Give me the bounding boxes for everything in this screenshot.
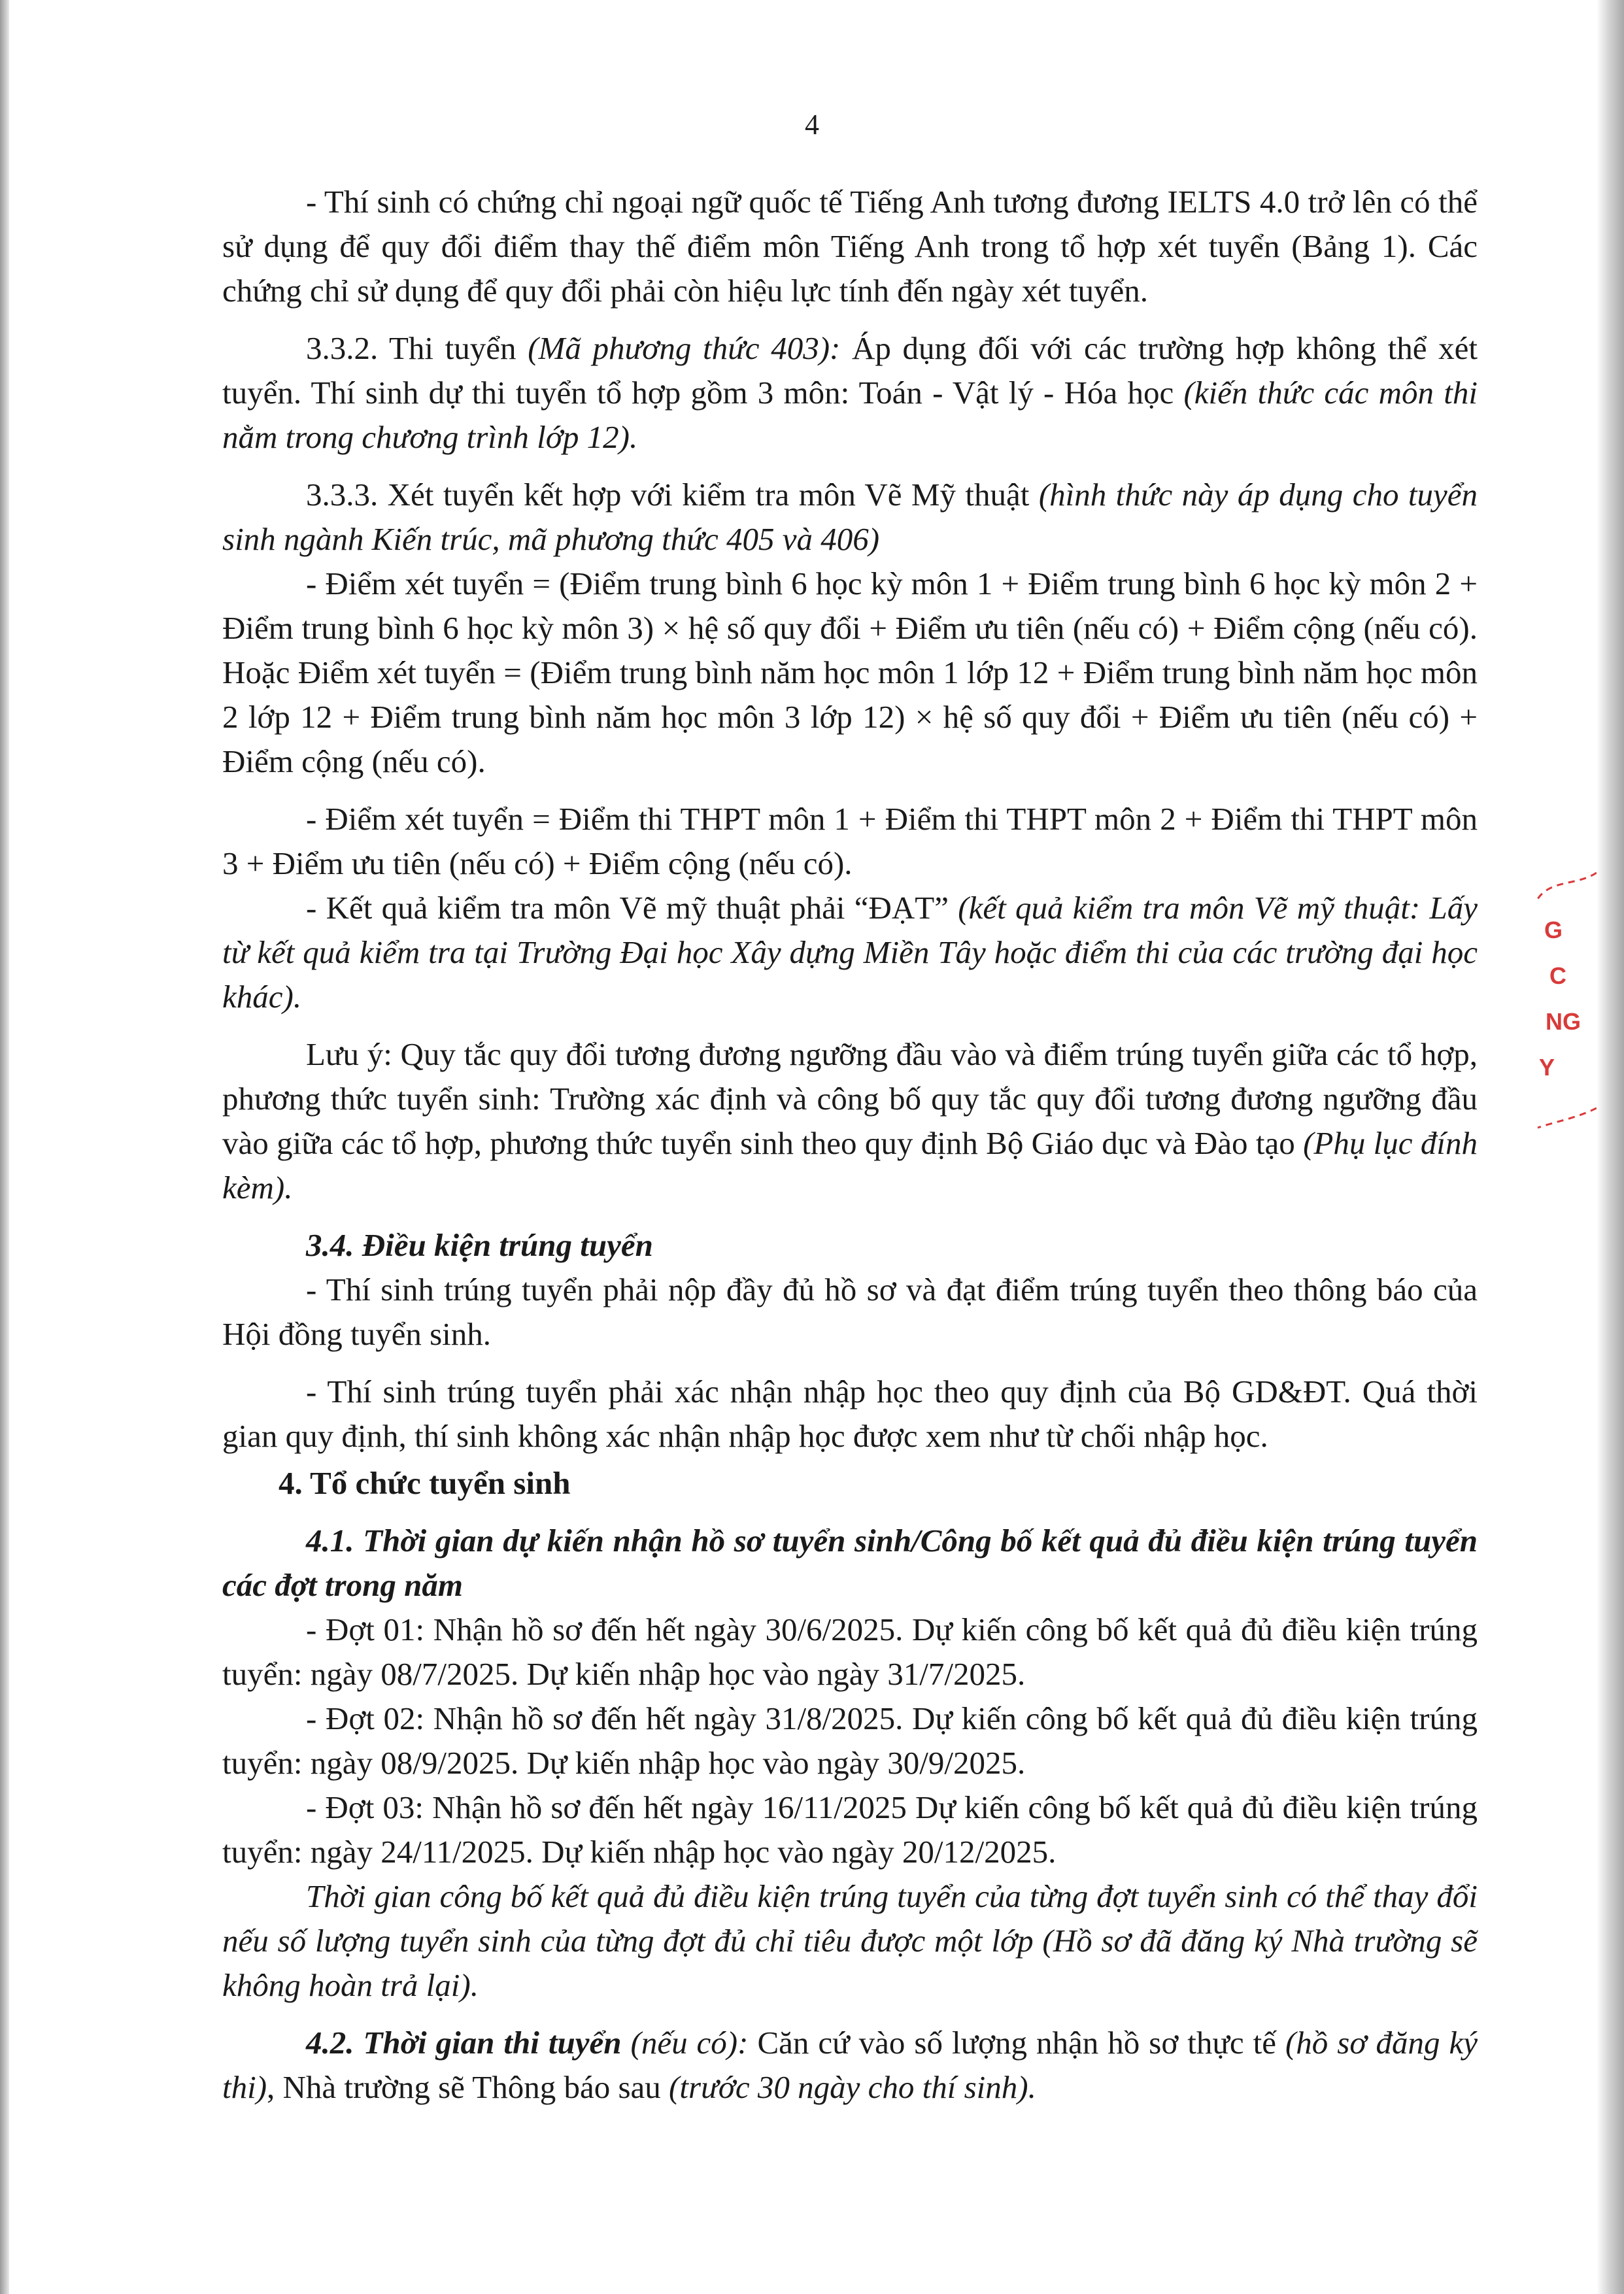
paragraph-ve-my-thuat: [222, 473, 1478, 562]
bold-italic-heading: 4.2. Thời gian thi tuyển: [306, 2025, 622, 2061]
stamp-letter: Y: [1539, 1054, 1555, 1081]
red-stamp-fragment: [1498, 860, 1597, 1141]
heading-4: 4. Tổ chức tuyển sinh: [279, 1465, 571, 1501]
text-run: Lưu ý: Quy tắc quy đổi tương đương ngưỡng đầu vào và điểm trúng tuyển giữa các tổ hợp, phương thức tuyển sinh: Trường xác định và công bố quy tắc quy đổi tương đương ngưỡng đầu vào giữa các tổ hợp, phương thức tuyển sinh theo quy định Bộ Giáo dục và Đào tạo: [222, 1036, 1478, 1161]
heading-4-1: 4.1. Thời gian dự kiến nhận hồ sơ tuyển sinh/Công bố kết quả đủ điều kiện trúng tuyển các đợt trong năm: [222, 1523, 1478, 1603]
text-run: - Kết quả kiểm tra môn Vẽ mỹ thuật phải “ĐẠT”: [306, 890, 958, 926]
text-run: Căn cứ vào số lượng nhận hồ sơ thực tế: [748, 2025, 1285, 2061]
scan-edge-left: [0, 0, 9, 2294]
heading-3-4: 3.4. Điều kiện trúng tuyển: [306, 1227, 653, 1263]
paragraph-dot-03: - Đợt 03: Nhận hồ sơ đến hết ngày 16/11/2025 Dự kiến công bố kết quả đủ điều kiện trúng tuyển: ngày 24/11/2025. Dự kiến nhập học vào ngày 20/12/2025.: [222, 1789, 1478, 1870]
italic-note: (trước 30 ngày cho thí sinh).: [669, 2069, 1036, 2105]
paragraph-dot-01: - Đợt 01: Nhận hồ sơ đến hết ngày 30/6/2025. Dự kiến công bố kết quả đủ điều kiện trúng tuyển: ngày 08/7/2025. Dự kiến nhập học vào ngày 31/7/2025.: [222, 1611, 1478, 1692]
paragraph-dot-02: - Đợt 02: Nhận hồ sơ đến hết ngày 31/8/2025. Dự kiến công bố kết quả đủ điều kiện trúng tuyển: ngày 08/9/2025. Dự kiến nhập học vào ngày 30/9/2025.: [222, 1700, 1478, 1781]
scan-edge-right: [1597, 0, 1624, 2294]
paragraph-ket-qua-ve: [222, 886, 1478, 1019]
page-number: 4: [805, 109, 819, 141]
paragraph-luu-y: [222, 1032, 1478, 1210]
paragraph-trung-tuyen-ho-so: - Thí sinh trúng tuyển phải nộp đầy đủ hồ sơ và đạt điểm trúng tuyển theo thông báo của Hội đồng tuyển sinh.: [222, 1272, 1478, 1352]
italic-note: (hồ sơ đăng ký thi): [222, 2025, 1478, 2105]
stamp-letter: NG: [1546, 1008, 1581, 1035]
italic-note: (Mã phương thức 403):: [528, 330, 841, 366]
paragraph-thoi-gian-cong-bo: Thời gian công bố kết quả đủ điều kiện trúng tuyển của từng đợt tuyển sinh có thể thay đổi nếu số lượng tuyển sinh của từng đợt đủ chỉ tiêu được một lớp (Hồ sơ đã đăng ký Nhà trường sẽ không hoàn trả lại).: [222, 1878, 1478, 2003]
text-run: , Nhà trường sẽ Thông báo sau: [267, 2069, 669, 2105]
italic-note: (kiến thức các môn thi nằm trong chương trình lớp 12).: [222, 375, 1478, 455]
document-body: [222, 180, 1478, 2110]
paragraph-thoi-gian-thi-tuyen: [222, 2021, 1478, 2110]
text-run: 3.3.3. Xét tuyển kết hợp với kiểm tra môn Vẽ Mỹ thuật: [306, 477, 1039, 513]
text-run: 3.3.2. Thi tuyển: [306, 330, 528, 366]
paragraph-ielts: - Thí sinh có chứng chỉ ngoại ngữ quốc tế Tiếng Anh tương đương IELTS 4.0 trở lên có thể sử dụng để quy đổi điểm thay thế điểm môn Tiếng Anh trong tổ hợp xét tuyển (Bảng 1). Các chứng chỉ sử dụng để quy đổi phải còn hiệu lực tính đến ngày xét tuyển.: [222, 184, 1478, 309]
stamp-letter: G: [1544, 917, 1563, 943]
text-run: Áp dụng đối với các trường hợp không thể xét tuyển. Thí sinh dự thi tuyển tổ hợp gồm 3 môn: Toán - Vật lý - Hóa học: [222, 330, 1478, 411]
stamp-arc-top: [1538, 873, 1597, 899]
stamp-arc-bottom: [1538, 1108, 1597, 1128]
paragraph-thi-tuyen: [222, 326, 1478, 460]
paragraph-xac-nhan-nhap-hoc: - Thí sinh trúng tuyển phải xác nhận nhập học theo quy định của Bộ GD&ĐT. Quá thời gian quy định, thí sinh không xác nhận nhập học được xem như từ chối nhập học.: [222, 1374, 1478, 1454]
paragraph-formula-hoc-ba: - Điểm xét tuyển = (Điểm trung bình 6 học kỳ môn 1 + Điểm trung bình 6 học kỳ môn 2 + Điểm trung bình 6 học kỳ môn 3) × hệ số quy đổi + Điểm ưu tiên (nếu có) + Điểm cộng (nếu có). Hoặc Điểm xét tuyển = (Điểm trung bình năm học môn 1 lớp 12 + Điểm trung bình năm học môn 2 lớp 12 + Điểm trung bình năm học môn 3 lớp 12) × hệ số quy đổi + Điểm ưu tiên (nếu có) + Điểm cộng (nếu có).: [222, 565, 1478, 779]
paragraph-formula-thpt: - Điểm xét tuyển = Điểm thi THPT môn 1 + Điểm thi THPT môn 2 + Điểm thi THPT môn 3 + Điểm ưu tiên (nếu có) + Điểm cộng (nếu có).: [222, 801, 1478, 881]
italic-note: (hình thức này áp dụng cho tuyển sinh ngành Kiến trúc, mã phương thức 405 và 406): [222, 477, 1478, 557]
italic-note: (kết quả kiểm tra môn Vẽ mỹ thuật: Lấy từ kết quả kiểm tra tại Trường Đại học Xây dựng Miền Tây hoặc điểm thi của các trường đại học khác).: [222, 890, 1478, 1015]
italic-note: (nếu có):: [621, 2025, 749, 2061]
italic-note: (Phụ lục đính kèm).: [222, 1125, 1478, 1206]
stamp-letter: C: [1549, 962, 1566, 989]
